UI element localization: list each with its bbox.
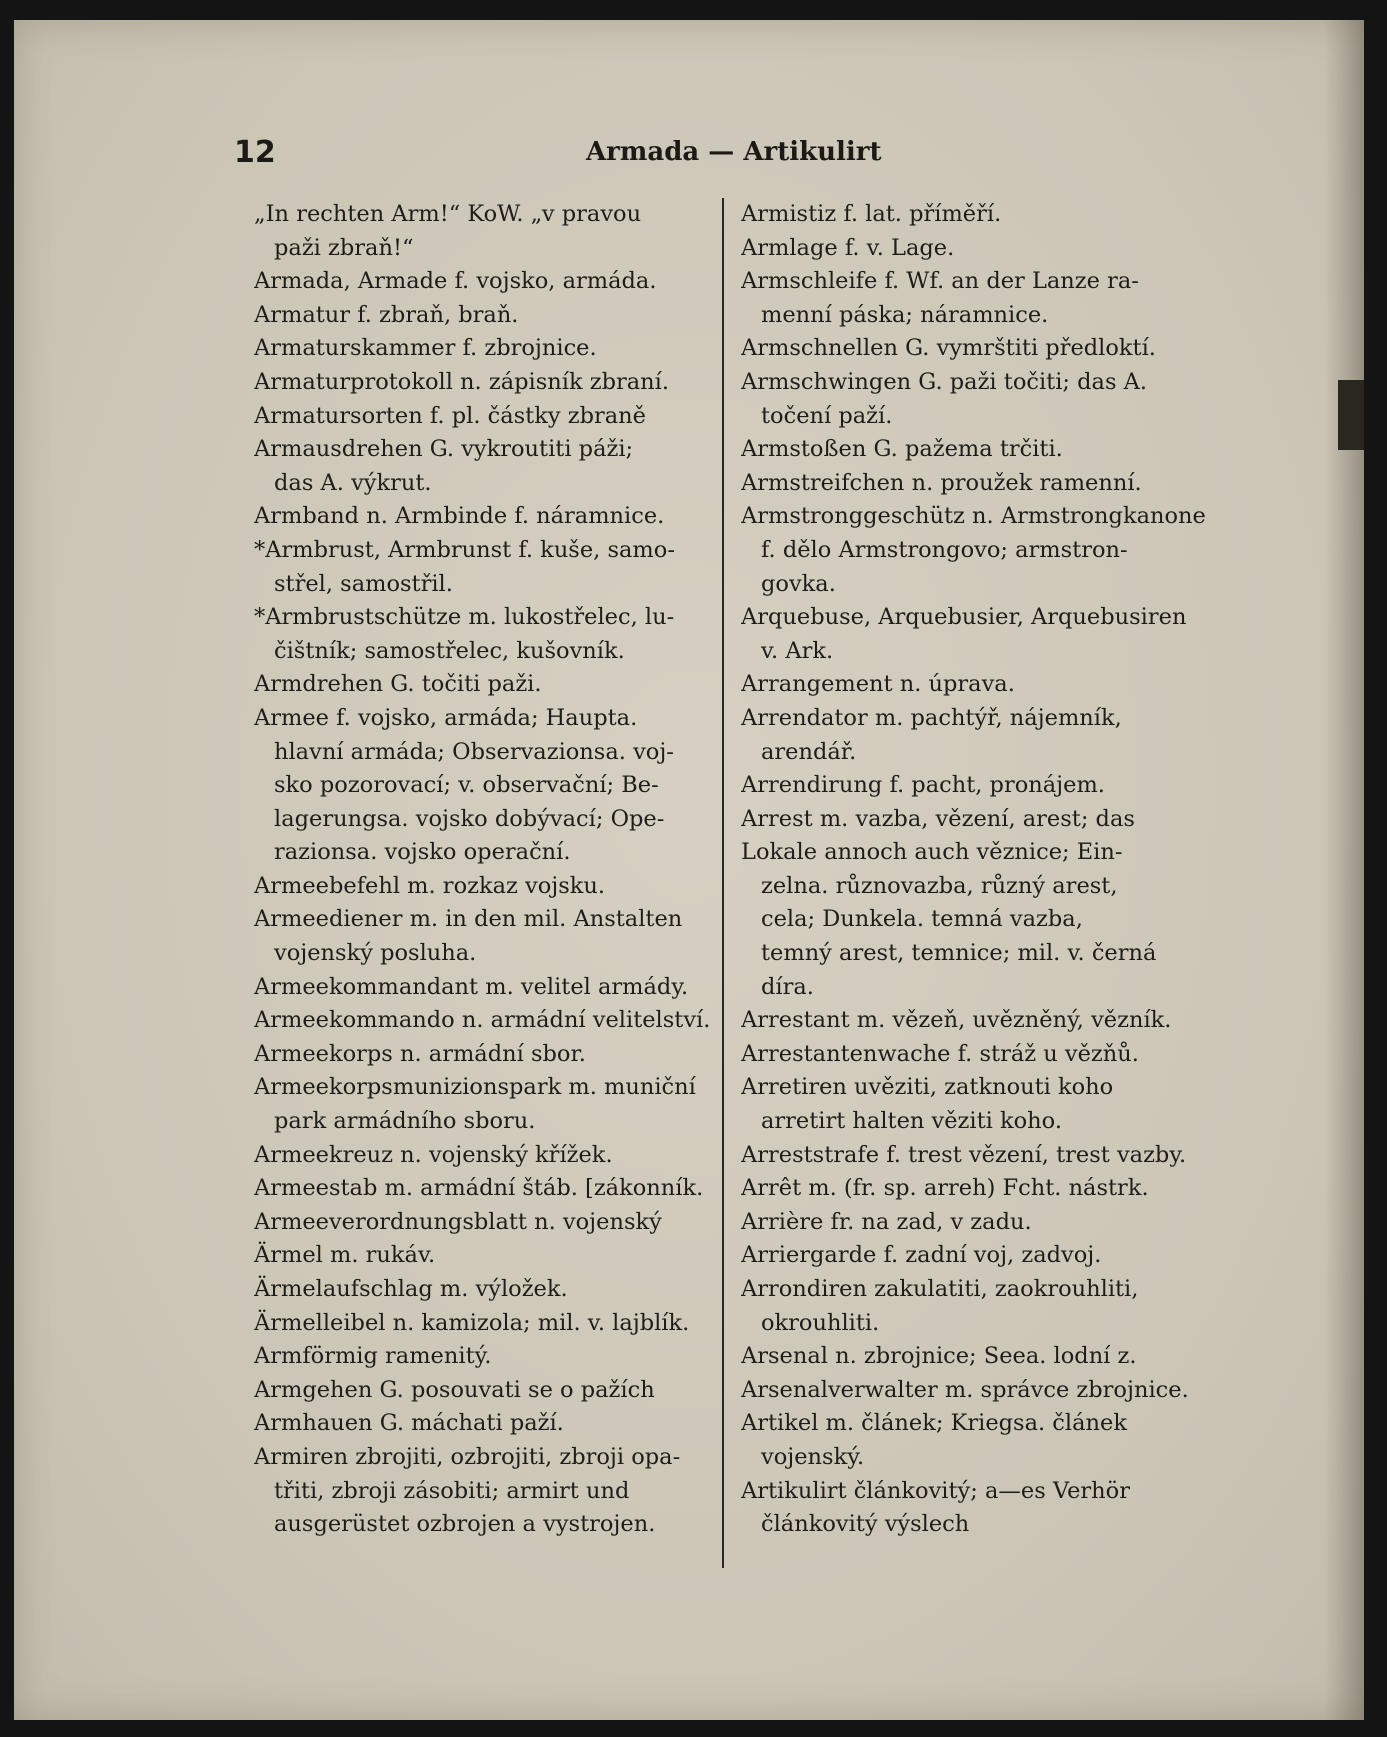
entry-line: hlavní armáda; Observazionsa. voj-: [274, 738, 674, 765]
running-head: Armada — Artikulirt: [586, 137, 882, 167]
entry-line: arretirt halten věziti koho.: [761, 1108, 1062, 1135]
entry-line: Armeeverordnungsblatt n. vojenský: [254, 1208, 662, 1235]
entry-line: Armschleife f. Wf. an der Lanze ra-: [741, 268, 1139, 295]
entry-line: Armstronggeschütz n. Armstrongkanone: [741, 503, 1206, 530]
entry-line: Armdrehen G. točiti paži.: [254, 671, 542, 698]
entry-line: cela; Dunkela. temná vazba,: [761, 906, 1083, 933]
entry-line: Armschwingen G. paži točiti; das A.: [741, 368, 1148, 395]
entry-line: Armgehen G. posouvati se o pažích: [254, 1376, 655, 1403]
entry-line: Arrendator m. pachtýř, nájemník,: [741, 704, 1122, 731]
entry-line: lagerungsa. vojsko dobývací; Ope-: [274, 805, 665, 832]
entry-line: *Armbrust, Armbrunst f. kuše, samo-: [254, 536, 675, 563]
page-tab-mark: [1338, 380, 1364, 450]
entry-line: Armeekommandant m. velitel armády.: [254, 973, 689, 1000]
entry-line: Armförmig ramenitý.: [254, 1343, 492, 1370]
entry-line: Armada, Armade f. vojsko, armáda.: [254, 268, 657, 295]
left-column: [254, 198, 714, 1542]
entry-line: razionsa. vojsko operační.: [274, 839, 571, 866]
entry-line: Ärmelaufschlag m. výložek.: [254, 1276, 568, 1302]
entry-line: Arriergarde f. zadní voj, zadvoj.: [741, 1242, 1102, 1269]
entry-line: Arrangement n. úprava.: [741, 671, 1015, 698]
entry-line: temný arest, temnice; mil. v. černá: [761, 940, 1157, 967]
entry-line: Arretiren uvěziti, zatknouti koho: [741, 1074, 1114, 1101]
entry-line: Armband n. Armbinde f. náramnice.: [254, 503, 665, 530]
entry-line: Arreststrafe f. trest vězení, trest vazby.: [741, 1141, 1187, 1168]
entry-line: Armeekommando n. armádní velitelství.: [254, 1007, 711, 1034]
page-edge-shadow: [1324, 20, 1364, 1720]
entry-line: Armeekreuz n. vojenský křížek.: [254, 1141, 613, 1168]
entry-line: Armeestab m. armádní štáb. [zákonník.: [254, 1175, 704, 1202]
entry-line: sko pozorovací; v. observační; Be-: [274, 772, 659, 799]
entry-line: Armaturprotokoll n. zápisník zbraní.: [254, 368, 670, 395]
entry-line: třiti, zbroji zásobiti; armirt und: [274, 1477, 630, 1504]
entry-line: ausgerüstet ozbrojen a vystrojen.: [274, 1511, 656, 1538]
entry-line: okrouhliti.: [761, 1309, 880, 1336]
entry-line: Ärmel m. rukáv.: [254, 1242, 436, 1269]
column-divider: [722, 198, 724, 1568]
right-column: [741, 198, 1211, 1542]
entry-line: Armatur f. zbraň, braň.: [254, 301, 519, 328]
entry-line: vojenský posluha.: [274, 940, 477, 967]
entry-line: Arrendirung f. pacht, pronájem.: [741, 772, 1105, 799]
entry-line: Armstreifchen n. proužek ramenní.: [741, 469, 1142, 496]
entry-line: Armstoßen G. pažema trčiti.: [741, 436, 1063, 463]
entry-line: Armistiz f. lat. příměří.: [741, 201, 1002, 227]
entry-line: f. dělo Armstrongovo; armstron-: [761, 536, 1128, 563]
entry-line: „In rechten Arm!“ KoW. „v pravou: [254, 201, 642, 227]
entry-line: menní páska; náramnice.: [761, 301, 1049, 328]
entry-line: Armeekorps n. armádní sbor.: [254, 1040, 586, 1067]
entry-line: Arsenalverwalter m. správce zbrojnice.: [741, 1376, 1189, 1403]
entry-line: Armhauen G. máchati paží.: [254, 1410, 564, 1437]
entry-line: Armlage f. v. Lage.: [741, 234, 955, 261]
entry-line: článkovitý výslech: [761, 1511, 970, 1538]
entry-line: Armiren zbrojiti, ozbrojiti, zbroji opa-: [254, 1443, 681, 1470]
entry-line: Lokale annoch auch věznice; Ein-: [741, 839, 1123, 866]
entry-line: Artikel m. článek; Kriegsa. článek: [741, 1410, 1127, 1437]
entry-line: střel, samostřil.: [274, 570, 453, 597]
entry-line: Ärmelleibel n. kamizola; mil. v. lajblík.: [254, 1309, 690, 1336]
entry-line: Armatursorten f. pl. částky zbraně: [254, 402, 646, 429]
entry-line: Armaturskammer f. zbrojnice.: [254, 335, 597, 362]
entry-line: vojenský.: [761, 1443, 865, 1470]
entry-line: Armeediener m. in den mil. Anstalten: [254, 906, 683, 933]
entry-line: Arrest m. vazba, vězení, arest; das: [741, 805, 1135, 832]
entry-line: díra.: [761, 973, 814, 1000]
entry-line: Arsenal n. zbrojnice; Seea. lodní z.: [741, 1343, 1137, 1370]
entry-line: Armee f. vojsko, armáda; Haupta.: [254, 704, 638, 731]
entry-line: arendář.: [761, 738, 857, 765]
entry-line: park armádního sboru.: [274, 1108, 536, 1135]
entry-line: *Armbrustschütze m. lukostřelec, lu-: [254, 604, 675, 631]
entry-line: govka.: [761, 570, 836, 597]
entry-line: točení paží.: [761, 402, 893, 429]
entry-line: paži zbraň!“: [274, 234, 414, 261]
entry-line: Armausdrehen G. vykroutiti páži;: [254, 436, 634, 463]
entry-line: Arrestantenwache f. stráž u vězňů.: [741, 1040, 1139, 1067]
entry-line: Artikulirt článkovitý; a—es Verhör: [741, 1477, 1130, 1504]
entry-line: Armeekorpsmunizionspark m. muniční: [254, 1074, 696, 1101]
entry-line: čištník; samostřelec, kušovník.: [274, 637, 625, 664]
entry-line: Arrêt m. (fr. sp. arreh) Fcht. nástrk.: [741, 1175, 1149, 1202]
page-number: 12: [234, 135, 276, 170]
entry-line: Armeebefehl m. rozkaz vojsku.: [254, 872, 606, 899]
entry-line: das A. výkrut.: [274, 469, 432, 496]
entry-line: Arrière fr. na zad, v zadu.: [741, 1208, 1032, 1235]
entry-line: zelna. různovazba, různý arest,: [761, 872, 1118, 899]
entry-line: Armschnellen G. vymrštiti předloktí.: [741, 335, 1156, 362]
entry-line: Arquebuse, Arquebusier, Arquebusiren: [741, 604, 1187, 631]
dictionary-page: [14, 20, 1364, 1720]
entry-line: Arrondiren zakulatiti, zaokrouhliti,: [741, 1276, 1139, 1302]
entry-line: Arrestant m. vězeň, uvězněný, vězník.: [741, 1007, 1172, 1034]
entry-line: v. Ark.: [761, 637, 834, 664]
